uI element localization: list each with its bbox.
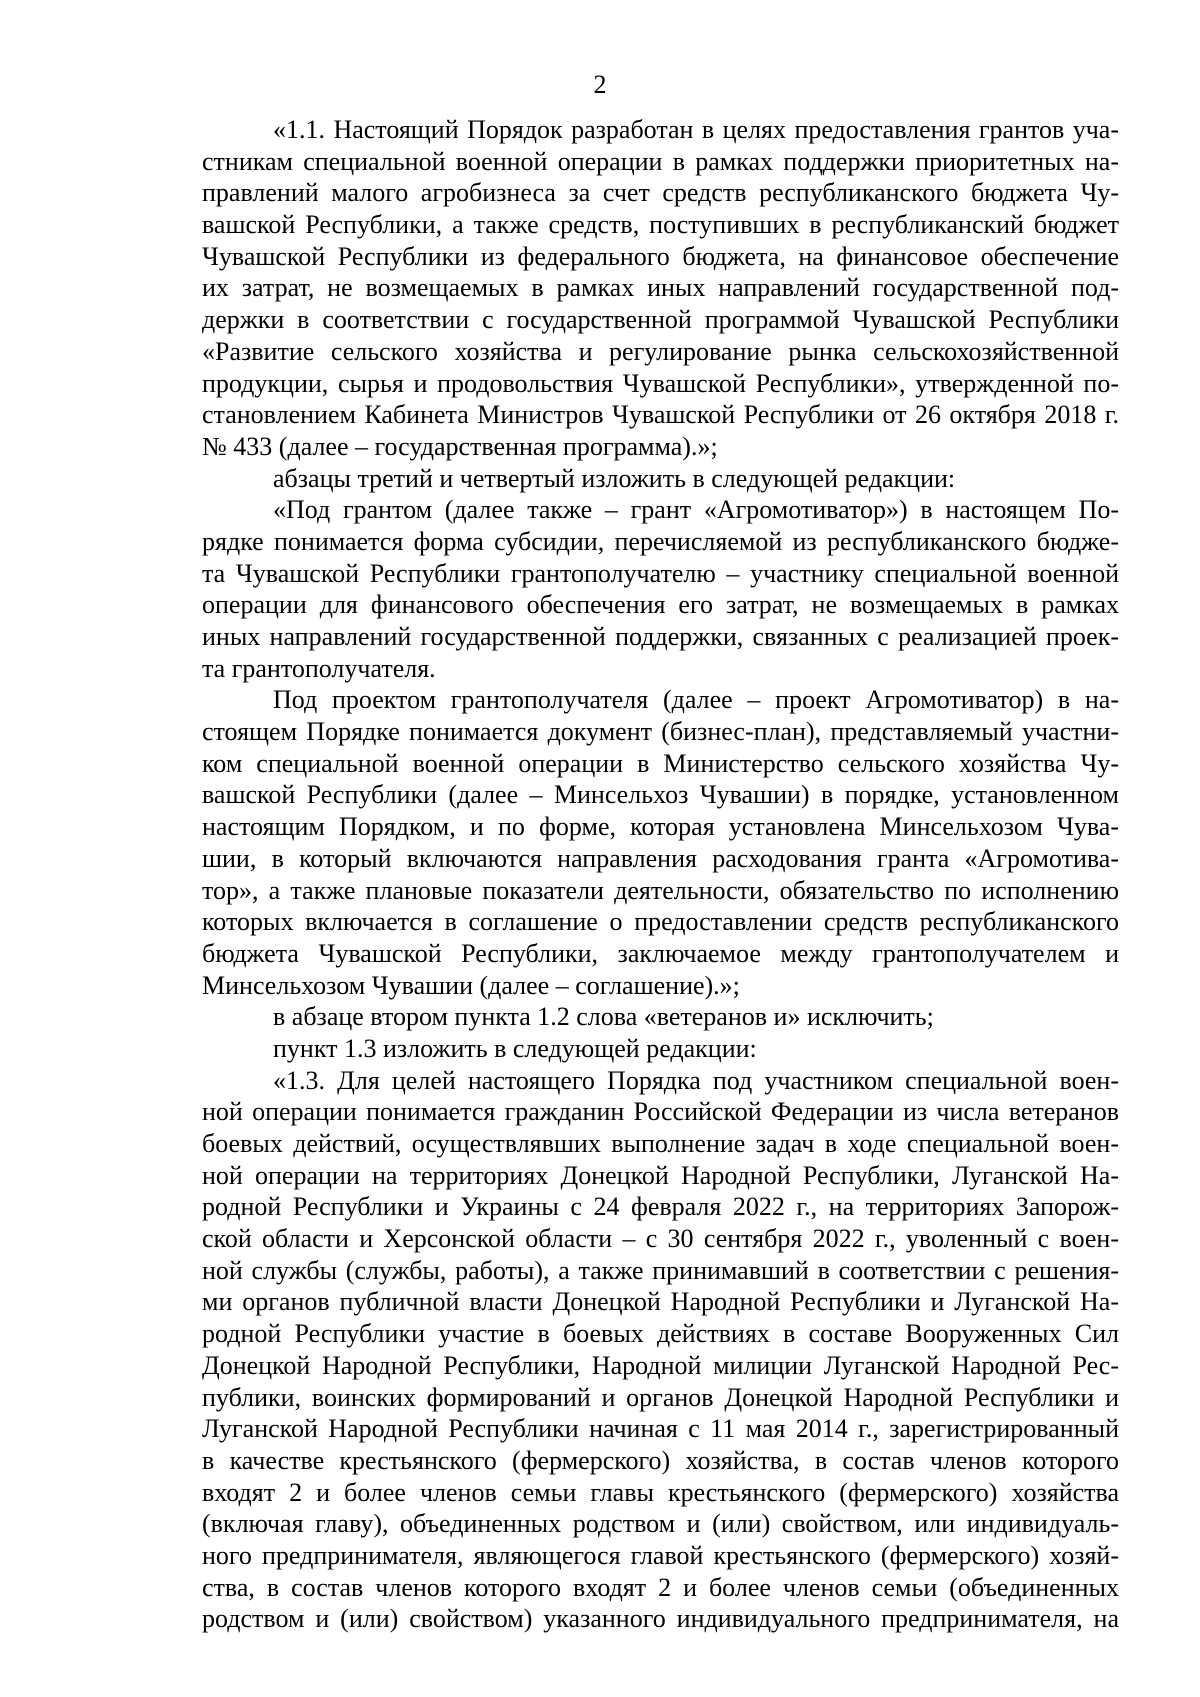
text-line: операции для финансового обеспечения его затрат, не возмещаемых в рамках bbox=[202, 590, 1119, 620]
text-line: становлением Кабинета Министров Чувашской Республики от 26 октября 2018 г. bbox=[202, 400, 1119, 430]
text-line: пункт 1.3 изложить в следующей редакции: bbox=[273, 1033, 757, 1063]
text-line: их затрат, не возмещаемых в рамках иных направлений государственной под- bbox=[202, 273, 1119, 303]
text-line: в качестве крестьянского (фермерского) хозяйства, в состав членов которого bbox=[202, 1445, 1119, 1475]
text-line: держки в соответствии с государственной программой Чувашской Республики bbox=[202, 305, 1119, 335]
text-line: Чувашской Республики из федерального бюджета, на финансовое обеспечение bbox=[202, 241, 1119, 271]
text-line: шии, в который включаются направления расходования гранта «Агромотива- bbox=[202, 843, 1119, 873]
text-line: вашской Республики, а также средств, поступивших в республиканский бюджет bbox=[202, 210, 1119, 240]
text-line: ной операции на территориях Донецкой Народной Республики, Луганской На- bbox=[202, 1160, 1119, 1190]
text-line: Луганской Народной Республики начиная с 11 мая 2014 г., зарегистрированный bbox=[202, 1414, 1119, 1444]
text-line: Минсельхозом Чувашии (далее – соглашение).»; bbox=[202, 970, 740, 1000]
text-line: продукции, сырья и продовольствия Чувашской Республики», утвержденной по- bbox=[202, 368, 1119, 398]
text-line: ного предпринимателя, являющегося главой крестьянского (фермерского) хозяй- bbox=[202, 1540, 1119, 1570]
text-line: абзацы третий и четвертый изложить в следующей редакции: bbox=[273, 463, 956, 493]
text-line: «1.3. Для целей настоящего Порядка под участником специальной воен- bbox=[273, 1065, 1119, 1095]
text-line: стникам специальной военной операции в рамках поддержки приоритетных на- bbox=[202, 146, 1119, 176]
text-line: ной операции понимается гражданин Российской Федерации из числа ветеранов bbox=[202, 1097, 1119, 1127]
page-number: 2 bbox=[593, 70, 607, 99]
text-line: рядке понимается форма субсидии, перечисляемой из республиканского бюдже- bbox=[202, 526, 1119, 556]
text-line: родной Республики участие в боевых действиях в составе Вооруженных Сил bbox=[202, 1319, 1119, 1349]
text-line: «Развитие сельского хозяйства и регулирование рынка сельскохозяйственной bbox=[202, 336, 1119, 366]
document-body bbox=[202, 114, 1119, 1635]
text-line: в абзаце втором пункта 1.2 слова «ветеранов и» исключить; bbox=[273, 1002, 934, 1032]
text-line: входят 2 и более членов семьи главы крестьянского (фермерского) хозяйства bbox=[202, 1477, 1119, 1507]
text-line: родной Республики и Украины с 24 февраля 2022 г., на территориях Запорож- bbox=[202, 1192, 1119, 1222]
text-line: стоящем Порядке понимается документ (бизнес-план), представляемый участни- bbox=[202, 717, 1119, 747]
text-line: бюджета Чувашской Республики, заключаемое между грантополучателем и bbox=[202, 938, 1119, 968]
text-line: настоящим Порядком, и по форме, которая установлена Минсельхозом Чува- bbox=[202, 812, 1119, 842]
text-line: боевых действий, осуществлявших выполнение задач в ходе специальной воен- bbox=[202, 1129, 1119, 1158]
text-line: Донецкой Народной Республики, Народной милиции Луганской Народной Рес- bbox=[202, 1350, 1119, 1380]
text-line: ком специальной военной операции в Министерство сельского хозяйства Чу- bbox=[202, 748, 1119, 778]
text-line: вашской Республики (далее – Минсельхоз Чувашии) в порядке, установленном bbox=[202, 780, 1119, 810]
text-line: которых включается в соглашение о предоставлении средств республиканского bbox=[202, 907, 1119, 937]
text-line: ми органов публичной власти Донецкой Народной Республики и Луганской На- bbox=[202, 1287, 1119, 1317]
text-line: иных направлений государственной поддержки, связанных с реализацией проек- bbox=[202, 622, 1119, 651]
text-line: ской области и Херсонской области – с 30 сентября 2022 г., уволенный с воен- bbox=[202, 1224, 1119, 1254]
text-line: та Чувашской Республики грантополучателю – участнику специальной военной bbox=[202, 558, 1119, 588]
text-line: ства, в состав членов которого входят 2 и более членов семьи (объединенных bbox=[202, 1572, 1119, 1602]
text-line: ной службы (службы, работы), а также принимавший в соответствии с решения- bbox=[202, 1255, 1119, 1285]
text-line: «Под грантом (далее также – грант «Агромотиватор») в настоящем По- bbox=[273, 495, 1119, 525]
text-line: № 433 (далее – государственная программа).»; bbox=[202, 431, 718, 461]
text-line: тор», а также плановые показатели деятельности, обязательство по исполнению bbox=[202, 875, 1119, 905]
text-line: правлений малого агробизнеса за счет средств республиканского бюджета Чу- bbox=[202, 178, 1119, 208]
text-line: та грантополучателя. bbox=[202, 653, 436, 683]
text-line: Под проектом грантополучателя (далее – проект Агромотиватор) в на- bbox=[273, 685, 1119, 715]
text-line: родством и (или) свойством) указанного индивидуального предпринимателя, на bbox=[202, 1604, 1119, 1634]
text-line: публики, воинских формирований и органов Донецкой Народной Республики и bbox=[202, 1382, 1119, 1412]
text-line: «1.1. Настоящий Порядок разработан в целях предоставления грантов уча- bbox=[273, 115, 1119, 144]
text-line: (включая главу), объединенных родством и (или) свойством, или индивидуаль- bbox=[202, 1509, 1119, 1539]
